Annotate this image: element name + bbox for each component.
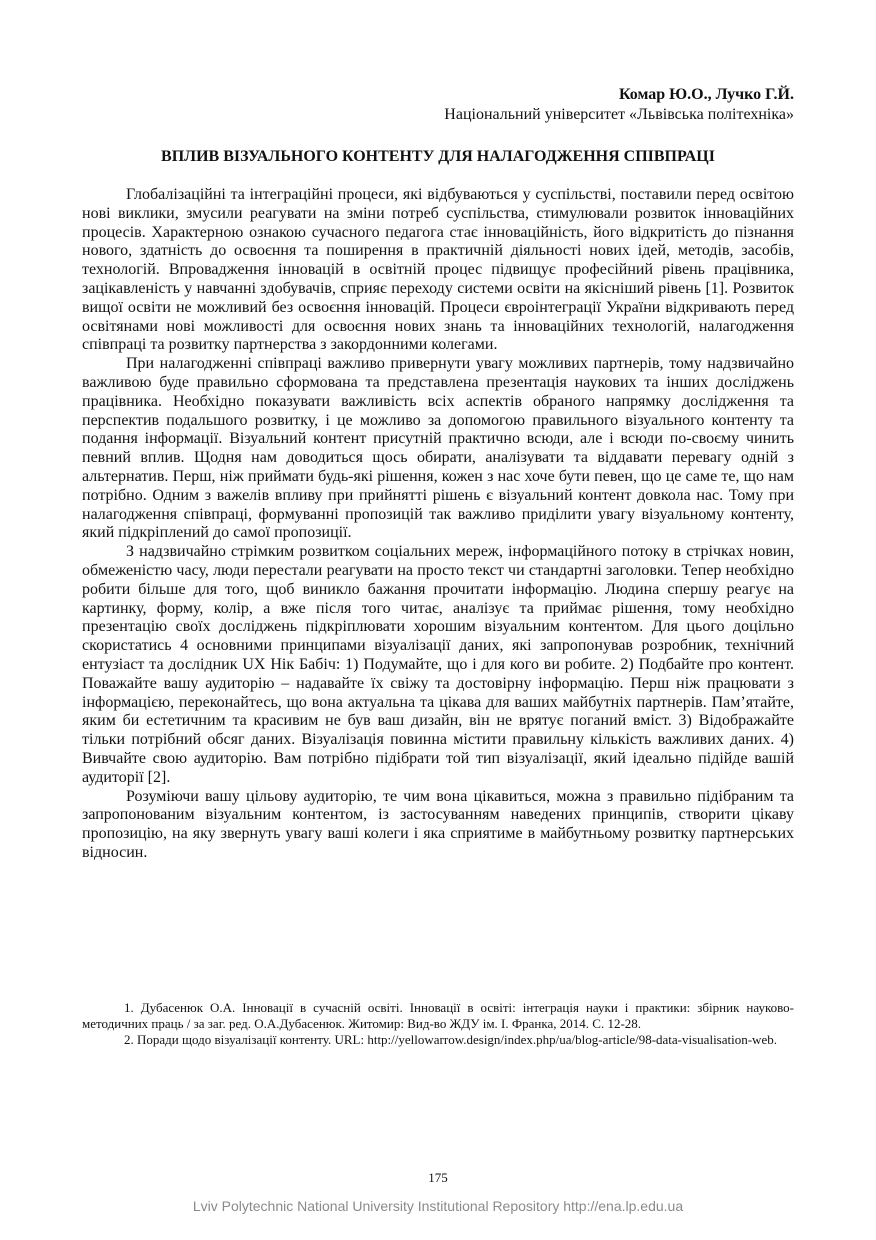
- references: [82, 1000, 794, 1048]
- article-body: [82, 186, 794, 863]
- affiliation: Національний університет «Львівська політехніка»: [444, 106, 794, 123]
- paper-title: ВПЛИВ ВІЗУАЛЬНОГО КОНТЕНТУ ДЛЯ НАЛАГОДЖЕННЯ СПІВПРАЦІ: [161, 148, 715, 165]
- authors: Комар Ю.О., Лучко Г.Й.: [618, 86, 794, 103]
- reference-item: 1. Дубасенюк О.А. Інновації в сучасній освіті. Інновації в освіті: інтеграція науки і практики: збірник науково-методичних праць / за заг. ред. О.А.Дубасенюк. Житомир: Вид-во ЖДУ ім. І. Франка, 2014. С. 12-28.: [82, 1000, 794, 1031]
- paragraph: З надзвичайно стрімким розвитком соціальних мереж, інформаційного потоку в стрічках новин, обмеженістю часу, люди перестали реагувати на просто текст чи стандартні заголовки. Тепер необхідно робити більше для того, щоб виникло бажання прочитати інформацію. Людина спершу реагує на картинку, форму, колір, а вже після того читає, аналізує та приймає рішення, тому необхідно презентацію своїх досліджень підкріплювати хорошим візуальним контентом. Для цього доцільно скористатись 4 основними принципами візуалізації даних, які запропонував розробник, технічний ентузіаст та дослідник UX Нік Бабіч: 1) Подумайте, що і для кого ви робите. 2) Подбайте про контент. Поважайте вашу аудиторію – надавайте їх свіжу та достовірну інформацію. Перш ніж працювати з інформацією, переконайтесь, що вона актуальна та цікава для ваших майбутніх партнерів. Пам’ятайте, яким би естетичним та красивим не був ваш дизайн, він не врятує поганий вміст. 3) Відображайте тільки потрібний обсяг даних. Візуалізація повинна містити правильну кількість важливих даних. 4) Вивчайте свою аудиторію. Вам потрібно підібрати той тип візуалізації, який ідеально підійде вашій аудиторії [2].: [82, 543, 794, 786]
- paragraph: Глобалізаційні та інтеграційні процеси, які відбуваються у суспільстві, поставили перед освітою нові виклики, змусили реагувати на зміни потреб суспільства, стимулювали розвиток інноваційних процесів. Характерною ознакою сучасного педагога стає інноваційність, його відкритість до пізнання нового, здатність до освоєння та поширення в практичній діяльності нових ідей, методів, засобів, технологій. Впровадження інновацій в освітній процес підвищує професійний рівень працівника, зацікавленість у навчанні здобувачів, сприяє переходу системи освіти на якісніший рівень [1]. Розвиток вищої освіти не можливий без освоєння інновацій. Процеси євроінтеграції України відкривають перед освітянами нові можливості для освоєння нових знань та інноваційних технологій, налагодження співпраці та розвитку партнерства з закордонними колегами.: [82, 186, 794, 354]
- repository-footer: Lviv Polytechnic National University Institutional Repository http://ena.lp.edu.ua: [192, 1198, 684, 1214]
- paragraph: При налагодженні співпраці важливо привернути увагу можливих партнерів, тому надзвичайно важливою буде правильно сформована та представлена презентація наукових та інших досліджень працівника. Необхідно показувати важливість всіх аспектів обраного напрямку дослідження та перспектив подальшого розвитку, і це можливо за допомогою правильного візуального контенту та подання інформації. Візуальний контент присутній практично всюди, але і всюди по-своєму чинить певний вплив. Щодня нам доводиться щось обирати, аналізувати та віддавати перевагу одній з альтернатив. Перш, ніж приймати будь-які рішення, кожен з нас хоче бути певен, що це саме те, що нам потрібно. Одним з важелів впливу при прийнятті рішень є візуальний контент довкола нас. Тому при налагодження співпраці, формуванні пропозицій так важливо приділити увагу візуальному контенту, який підкріплений до самої пропозиції.: [82, 355, 794, 542]
- paragraph: Розуміючи вашу цільову аудиторію, те чим вона цікавиться, можна з правильно підібраним та запропонованим візуальним контентом, із застосуванням наведених принципів, створити цікаву пропозицію, на яку звернуть увагу ваші колеги і яка сприятиме в майбутньому розвитку партнерських відносин.: [82, 787, 794, 861]
- reference-item: 2. Поради щодо візуалізації контенту. URL: http://yellowarrow.design/index.php/ua/blog-article/98-data-visualisation-web.: [124, 1032, 777, 1047]
- page-number: 175: [428, 1170, 448, 1185]
